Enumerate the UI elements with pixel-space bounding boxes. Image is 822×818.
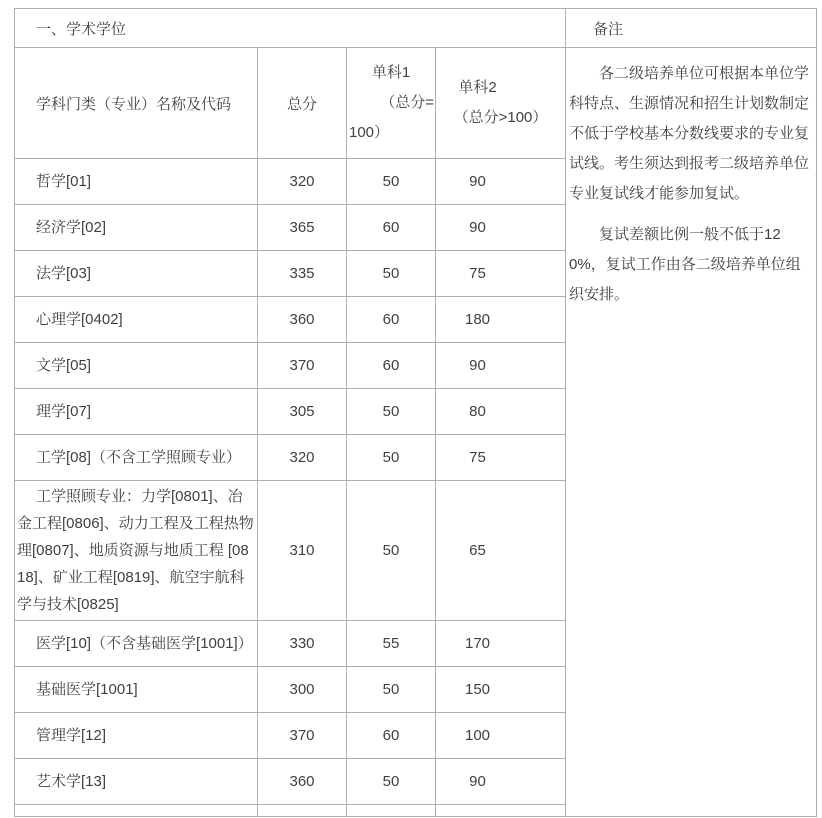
col-header-subject: 学科门类（专业）名称及代码 xyxy=(15,48,258,159)
subject-cell: 工学[08]（不含工学照顾专业） xyxy=(15,435,258,481)
total-cell: 330 xyxy=(258,621,347,667)
subject-cell: 艺术学[13] xyxy=(15,759,258,805)
sub1-cell: 60 xyxy=(347,713,436,759)
col-header-sub2 xyxy=(436,48,566,159)
subject-cell xyxy=(15,805,258,817)
sub1-cell: 50 xyxy=(347,159,436,205)
subject-cell: 医学[10]（不含基础医学[1001]） xyxy=(15,621,258,667)
sub2-cell: 90 xyxy=(436,159,566,205)
total-cell: 320 xyxy=(258,159,347,205)
sub1-cell: 55 xyxy=(347,621,436,667)
total-cell: 365 xyxy=(258,205,347,251)
sub1-cell xyxy=(347,805,436,817)
total-cell: 300 xyxy=(258,667,347,713)
subject-cell: 工学照顾专业：力学[0801]、冶金工程[0806]、动力工程及工程热物理[0807]、地质资源与地质工程 [0818]、矿业工程[0819]、航空宇航科学与技术[0825] xyxy=(15,481,258,621)
subject-cell: 经济学[02] xyxy=(15,205,258,251)
sub2-cell: 90 xyxy=(436,205,566,251)
subject-cell: 基础医学[1001] xyxy=(15,667,258,713)
col-header-sub1-paren: （总分= xyxy=(380,94,434,111)
total-cell: 320 xyxy=(258,435,347,481)
sub2-cell: 90 xyxy=(436,759,566,805)
subject-cell: 哲学[01] xyxy=(15,159,258,205)
subject-cell: 法学[03] xyxy=(15,251,258,297)
sub1-cell: 50 xyxy=(347,251,436,297)
section-title: 一、学术学位 xyxy=(15,9,566,48)
score-table xyxy=(14,8,817,817)
sub1-cell: 50 xyxy=(347,435,436,481)
col-header-total: 总分 xyxy=(258,48,347,159)
total-cell xyxy=(258,805,347,817)
sub1-cell: 50 xyxy=(347,389,436,435)
subject-cell: 文学[05] xyxy=(15,343,258,389)
remarks-paragraph-1: 各二级培养单位可根据本单位学科特点、生源情况和招生计划数制定不低于学校基本分数线要求的专业复试线。考生须达到报考二级培养单位专业复试线才能参加复试。 xyxy=(569,65,810,202)
total-cell: 370 xyxy=(258,713,347,759)
col-header-sub1-paren-value: 100） xyxy=(349,124,390,141)
sub1-cell: 60 xyxy=(347,343,436,389)
remarks-paragraph-2: 复试差额比例一般不低于120%，复试工作由各二级培养单位组织安排。 xyxy=(569,226,801,303)
column-header-row xyxy=(15,48,817,159)
sub1-cell: 60 xyxy=(347,205,436,251)
subject-cell: 管理学[12] xyxy=(15,713,258,759)
sub2-cell: 65 xyxy=(436,481,566,621)
sub1-cell: 50 xyxy=(347,667,436,713)
sub2-cell: 75 xyxy=(436,251,566,297)
sub2-cell: 80 xyxy=(436,389,566,435)
total-cell: 370 xyxy=(258,343,347,389)
sub2-cell: 150 xyxy=(436,667,566,713)
sub2-cell: 75 xyxy=(436,435,566,481)
total-cell: 360 xyxy=(258,297,347,343)
sub1-cell: 50 xyxy=(347,759,436,805)
col-header-sub1-label: 单科1 xyxy=(371,64,411,81)
subject-cell: 心理学[0402] xyxy=(15,297,258,343)
sub2-cell xyxy=(436,805,566,817)
total-cell: 310 xyxy=(258,481,347,621)
total-cell: 335 xyxy=(258,251,347,297)
subject-cell: 理学[07] xyxy=(15,389,258,435)
remarks-header: 备注 xyxy=(566,9,817,48)
total-cell: 305 xyxy=(258,389,347,435)
sub1-cell: 60 xyxy=(347,297,436,343)
sub1-cell: 50 xyxy=(347,481,436,621)
sub2-cell: 100 xyxy=(436,713,566,759)
sub2-cell: 170 xyxy=(436,621,566,667)
col-header-sub2-label: 单科2 xyxy=(458,79,497,96)
col-header-sub2-paren: （总分>100） xyxy=(453,109,548,126)
section-title-row xyxy=(15,9,817,48)
sub2-cell: 90 xyxy=(436,343,566,389)
col-header-sub1 xyxy=(347,48,436,159)
total-cell: 360 xyxy=(258,759,347,805)
sub2-cell: 180 xyxy=(436,297,566,343)
remarks-content xyxy=(566,48,817,817)
